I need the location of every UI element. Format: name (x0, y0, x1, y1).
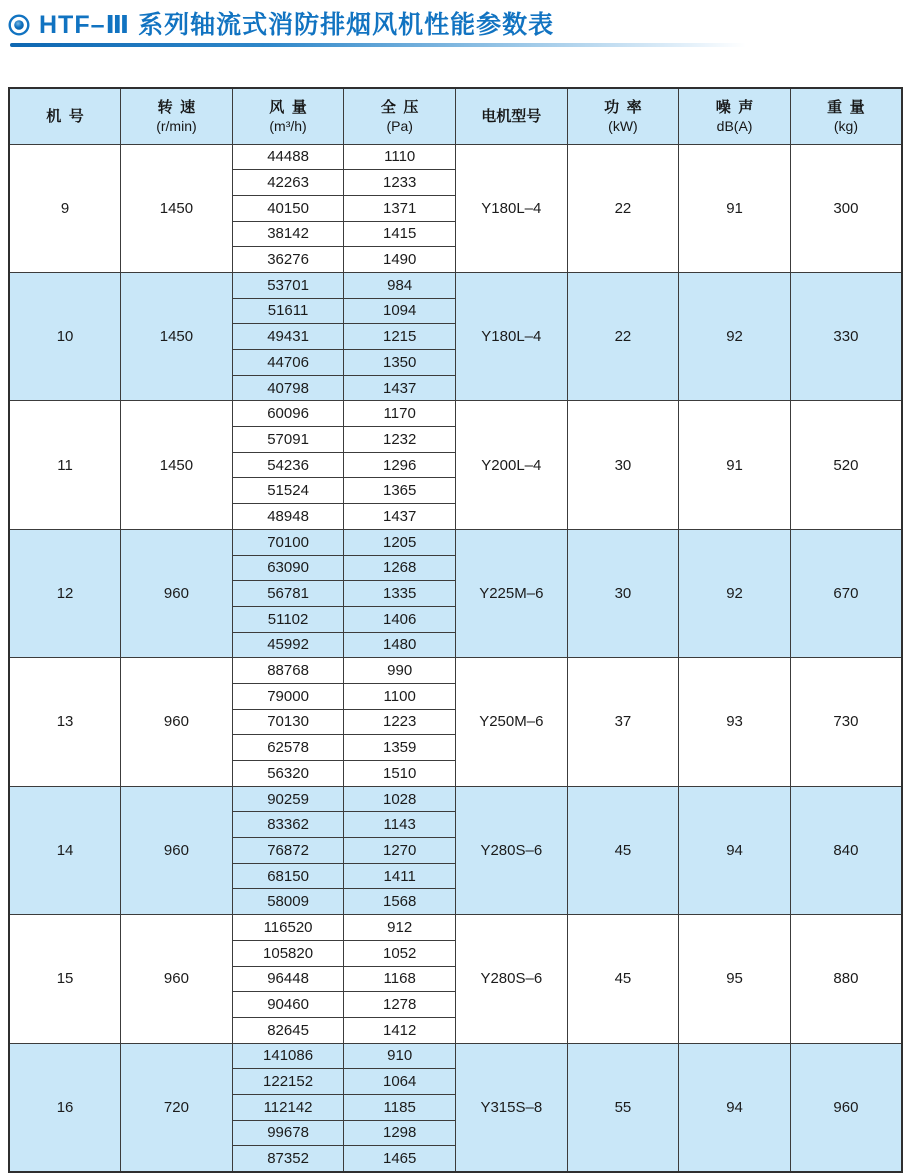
flow-cell: 51102 (232, 606, 344, 632)
pressure-cell: 1412 (344, 1017, 456, 1043)
pressure-cell: 1350 (344, 350, 456, 376)
header-row (9, 88, 902, 144)
table-header (9, 88, 902, 144)
col-header-label: 转 速 (157, 98, 196, 116)
flow-cell: 63090 (232, 555, 344, 581)
flow-cell: 82645 (232, 1017, 344, 1043)
col-header-unit: (kg) (833, 117, 858, 134)
power-cell: 45 (567, 786, 679, 914)
pressure-cell: 1100 (344, 683, 456, 709)
speed-cell: 1450 (121, 401, 233, 529)
page-title: HTF–Ⅲ 系列轴流式消防排烟风机性能参数表 (39, 11, 555, 39)
power-cell: 30 (567, 529, 679, 657)
col-header-flow (232, 88, 344, 144)
weight-cell: 960 (790, 1043, 902, 1171)
pressure-cell: 1064 (344, 1069, 456, 1095)
pressure-cell: 1437 (344, 375, 456, 401)
col-header-power (567, 88, 679, 144)
fan-row (9, 915, 902, 941)
motor-model-cell: Y250M–6 (456, 658, 568, 786)
flow-cell: 56320 (232, 761, 344, 787)
flow-cell: 60096 (232, 401, 344, 427)
weight-cell: 730 (790, 658, 902, 786)
flow-cell: 76872 (232, 838, 344, 864)
flow-cell: 112142 (232, 1094, 344, 1120)
noise-cell: 93 (679, 658, 791, 786)
pressure-cell: 1298 (344, 1120, 456, 1146)
pressure-cell: 1296 (344, 452, 456, 478)
flow-cell: 87352 (232, 1146, 344, 1172)
flow-cell: 49431 (232, 324, 344, 350)
power-cell: 37 (567, 658, 679, 786)
col-header-noise (679, 88, 791, 144)
col-header-weight (790, 88, 902, 144)
flow-cell: 62578 (232, 735, 344, 761)
pressure-cell: 1490 (344, 247, 456, 273)
speed-cell: 960 (121, 529, 233, 657)
machine-no-cell: 9 (9, 144, 121, 272)
weight-cell: 670 (790, 529, 902, 657)
noise-cell: 94 (679, 1043, 791, 1171)
machine-no-cell: 10 (9, 272, 121, 400)
machine-no-cell: 11 (9, 401, 121, 529)
col-header-unit: (Pa) (386, 117, 413, 134)
machine-no-cell: 13 (9, 658, 121, 786)
flow-cell: 68150 (232, 863, 344, 889)
flow-cell: 70130 (232, 709, 344, 735)
flow-cell: 90460 (232, 992, 344, 1018)
pressure-cell: 1143 (344, 812, 456, 838)
pressure-cell: 990 (344, 658, 456, 684)
pressure-cell: 1365 (344, 478, 456, 504)
flow-cell: 38142 (232, 221, 344, 247)
col-header-label: 电机型号 (481, 107, 542, 125)
col-header-label: 功 率 (604, 98, 642, 116)
flow-cell: 51524 (232, 478, 344, 504)
flow-cell: 56781 (232, 581, 344, 607)
title-underline (10, 43, 746, 47)
flow-cell: 44706 (232, 350, 344, 376)
performance-table (8, 87, 903, 1173)
flow-cell: 51611 (232, 298, 344, 324)
power-cell: 22 (567, 144, 679, 272)
pressure-cell: 1268 (344, 555, 456, 581)
pressure-cell: 1465 (344, 1146, 456, 1172)
flow-cell: 36276 (232, 247, 344, 273)
col-header-label: 噪 声 (715, 98, 754, 116)
pressure-cell: 1335 (344, 581, 456, 607)
power-cell: 45 (567, 915, 679, 1043)
weight-cell: 300 (790, 144, 902, 272)
flow-cell: 58009 (232, 889, 344, 915)
fan-row (9, 401, 902, 427)
pressure-cell: 1232 (344, 427, 456, 453)
pressure-cell: 1568 (344, 889, 456, 915)
power-cell: 30 (567, 401, 679, 529)
weight-cell: 880 (790, 915, 902, 1043)
pressure-cell: 1480 (344, 632, 456, 658)
flow-cell: 40798 (232, 375, 344, 401)
col-header-machine-no (9, 88, 121, 144)
pressure-cell: 1185 (344, 1094, 456, 1120)
col-header-unit: (r/min) (156, 117, 197, 134)
speed-cell: 1450 (121, 144, 233, 272)
flow-cell: 90259 (232, 786, 344, 812)
speed-cell: 960 (121, 786, 233, 914)
flow-cell: 116520 (232, 915, 344, 941)
motor-model-cell: Y180L–4 (456, 144, 568, 272)
fan-row (9, 658, 902, 684)
pressure-cell: 1094 (344, 298, 456, 324)
flow-cell: 45992 (232, 632, 344, 658)
pressure-cell: 1415 (344, 221, 456, 247)
flow-cell: 79000 (232, 683, 344, 709)
col-header-unit: (m³/h) (269, 117, 307, 134)
weight-cell: 520 (790, 401, 902, 529)
motor-model-cell: Y280S–6 (456, 915, 568, 1043)
flow-cell: 105820 (232, 940, 344, 966)
speed-cell: 960 (121, 658, 233, 786)
noise-cell: 94 (679, 786, 791, 914)
flow-cell: 40150 (232, 195, 344, 221)
pressure-cell: 1052 (344, 940, 456, 966)
pressure-cell: 1411 (344, 863, 456, 889)
col-header-label: 风 量 (269, 98, 307, 116)
pressure-cell: 1168 (344, 966, 456, 992)
col-header-unit: (kW) (608, 117, 638, 134)
motor-model-cell: Y315S–8 (456, 1043, 568, 1171)
pressure-cell: 1223 (344, 709, 456, 735)
flow-cell: 48948 (232, 504, 344, 530)
flow-cell: 57091 (232, 427, 344, 453)
flow-cell: 96448 (232, 966, 344, 992)
machine-no-cell: 12 (9, 529, 121, 657)
pressure-cell: 984 (344, 272, 456, 298)
motor-model-cell: Y200L–4 (456, 401, 568, 529)
fan-row (9, 272, 902, 298)
page-header (0, 0, 910, 40)
col-header-pressure (344, 88, 456, 144)
fan-row (9, 144, 902, 170)
flow-cell: 42263 (232, 170, 344, 196)
noise-cell: 92 (679, 272, 791, 400)
flow-cell: 70100 (232, 529, 344, 555)
flow-cell: 54236 (232, 452, 344, 478)
power-cell: 22 (567, 272, 679, 400)
pressure-cell: 1028 (344, 786, 456, 812)
fan-row (9, 1043, 902, 1069)
speed-cell: 720 (121, 1043, 233, 1171)
fan-row (9, 786, 902, 812)
pressure-cell: 1359 (344, 735, 456, 761)
col-header-label: 机 号 (46, 107, 84, 125)
power-cell: 55 (567, 1043, 679, 1171)
noise-cell: 95 (679, 915, 791, 1043)
col-header-motor-model (456, 88, 568, 144)
pressure-cell: 1170 (344, 401, 456, 427)
speed-cell: 1450 (121, 272, 233, 400)
col-header-unit: dB(A) (716, 117, 753, 134)
fan-table-body (9, 144, 902, 1172)
flow-cell: 83362 (232, 812, 344, 838)
col-header-speed (121, 88, 233, 144)
motor-model-cell: Y180L–4 (456, 272, 568, 400)
pressure-cell: 1510 (344, 761, 456, 787)
pressure-cell: 1406 (344, 606, 456, 632)
col-header-label: 全 压 (380, 98, 419, 116)
col-header-label: 重 量 (827, 98, 865, 116)
pressure-cell: 912 (344, 915, 456, 941)
speed-cell: 960 (121, 915, 233, 1043)
noise-cell: 92 (679, 529, 791, 657)
pressure-cell: 1270 (344, 838, 456, 864)
pressure-cell: 1437 (344, 504, 456, 530)
machine-no-cell: 15 (9, 915, 121, 1043)
pressure-cell: 1371 (344, 195, 456, 221)
pressure-cell: 1278 (344, 992, 456, 1018)
pressure-cell: 1110 (344, 144, 456, 170)
flow-cell: 53701 (232, 272, 344, 298)
flow-cell: 122152 (232, 1069, 344, 1095)
bullseye-icon (8, 14, 30, 36)
fan-row (9, 529, 902, 555)
flow-cell: 99678 (232, 1120, 344, 1146)
pressure-cell: 910 (344, 1043, 456, 1069)
noise-cell: 91 (679, 144, 791, 272)
flow-cell: 141086 (232, 1043, 344, 1069)
motor-model-cell: Y225M–6 (456, 529, 568, 657)
weight-cell: 330 (790, 272, 902, 400)
machine-no-cell: 16 (9, 1043, 121, 1171)
pressure-cell: 1233 (344, 170, 456, 196)
flow-cell: 44488 (232, 144, 344, 170)
weight-cell: 840 (790, 786, 902, 914)
noise-cell: 91 (679, 401, 791, 529)
machine-no-cell: 14 (9, 786, 121, 914)
pressure-cell: 1215 (344, 324, 456, 350)
pressure-cell: 1205 (344, 529, 456, 555)
flow-cell: 88768 (232, 658, 344, 684)
motor-model-cell: Y280S–6 (456, 786, 568, 914)
